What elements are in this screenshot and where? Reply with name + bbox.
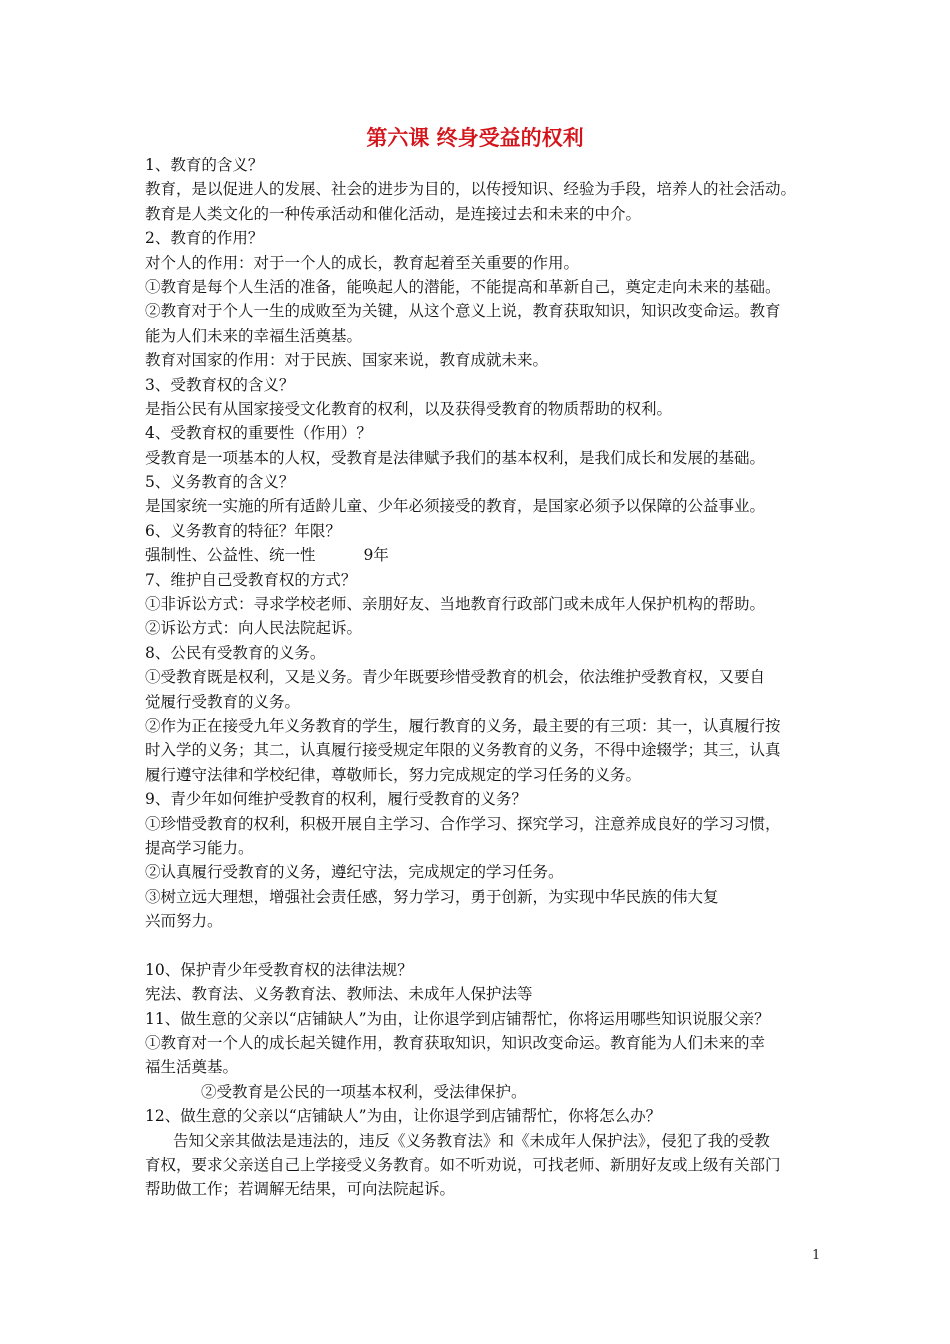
features-text: 强制性、公益性、统一性 [145, 546, 316, 565]
answer-line: ①教育对一个人的成长起关键作用，教育获取知识，知识改变命运。教育能为人们未来的幸 [145, 1034, 766, 1053]
question-1: 1、教育的含义？ [145, 156, 264, 174]
answer-line: 对个人的作用：对于一个人的成长，教育起着至关重要的作用。 [145, 253, 580, 272]
question-5: 5、义务教育的含义？ [145, 473, 295, 492]
answer-line: 是国家统一实施的所有适龄儿童、少年必须接受的教育，是国家必须予以保障的公益事业。 [145, 497, 766, 516]
answer-line: ②受教育是公民的一项基本权利，受法律保护。 [201, 1082, 527, 1101]
answer-line: ①非诉讼方式：寻求学校老师、亲朋好友、当地教育行政部门或未成年人保护机构的帮助。 [145, 595, 766, 614]
answer-line: 告知父亲其做法是违法的，违反《义务教育法》和《未成年人保护法》，侵犯了我的受教 [173, 1131, 770, 1150]
document-body [145, 153, 810, 1202]
question-10: 10、保护青少年受教育权的法律法规？ [145, 960, 413, 979]
question-2: 2、教育的作用？ [145, 229, 264, 248]
question-9: 9、青少年如何维护受教育的权利，履行受教育的义务？ [145, 790, 527, 809]
question-7: 7、维护自己受教育权的方式？ [145, 570, 357, 589]
answer-line: ②作为正在接受九年义务教育的学生，履行教育的义务，最主要的有三项：其一，认真履行按 [145, 716, 781, 735]
answer-line: 教育是人类文化的一种传承活动和催化活动，是连接过去和未来的中介。 [145, 204, 642, 223]
answer-line: 教育，是以促进人的发展、社会的进步为目的，以传授知识、经验为手段，培养人的社会活动。 [145, 180, 797, 199]
question-11: 11、做生意的父亲以“店铺缺人”为由，让你退学到店铺帮忙，你将运用哪些知识说服父亲？ [145, 1009, 770, 1028]
answer-line: 教育对国家的作用：对于民族、国家来说，教育成就未来。 [145, 351, 549, 370]
answer-line: 帮助做工作；若调解无结果，可向法院起诉。 [145, 1180, 456, 1199]
answer-line: 履行遵守法律和学校纪律，尊敬师长，努力完成规定的学习任务的义务。 [145, 765, 642, 784]
answer-line: 提高学习能力。 [145, 838, 254, 857]
answer-line: 觉履行受教育的义务。 [145, 692, 301, 711]
page-title: 第六课 终身受益的权利 [366, 126, 584, 150]
answer-line: ②认真履行受教育的义务，遵纪守法，完成规定的学习任务。 [145, 863, 564, 882]
answer-line: 是指公民有从国家接受文化教育的权利，以及获得受教育的物质帮助的权利。 [145, 399, 673, 418]
answer-line: 兴而努力。 [145, 912, 223, 931]
page-number: 1 [812, 1248, 821, 1263]
answer-line: ①珍惜受教育的权利，积极开展自主学习、合作学习、探究学习，注意养成良好的学习习惯， [145, 814, 781, 833]
answer-line: ①受教育既是权利，又是义务。青少年既要珍惜受教育的机会，依法维护受教育权，又要自 [145, 668, 766, 687]
answer-line: 受教育是一项基本的人权，受教育是法律赋予我们的基本权利，是我们成长和发展的基础。 [145, 448, 766, 467]
answer-line: 育权，要求父亲送自己上学接受义务教育。如不听劝说，可找老师、新朋好友或上级有关部门 [145, 1156, 781, 1175]
question-6: 6、义务教育的特征？年限？ [145, 521, 341, 540]
answer-line: 宪法、教育法、义务教育法、教师法、未成年人保护法等 [145, 985, 533, 1004]
question-8: 8、公民有受教育的义务。 [145, 643, 326, 662]
years-text: 9年 [363, 546, 389, 565]
answer-line: ②诉讼方式：向人民法院起诉。 [145, 619, 363, 638]
answer-line: ①教育是每个人生活的准备，能唤起人的潜能，不能提高和革新自己，奠定走向未来的基础。 [145, 277, 781, 296]
question-4: 4、受教育权的重要性（作用）？ [145, 424, 372, 443]
answer-line: 能为人们未来的幸福生活奠基。 [145, 326, 363, 345]
answer-line: ③树立远大理想，增强社会责任感，努力学习，勇于创新，为实现中华民族的伟大复 [145, 887, 719, 906]
answer-line: ②教育对于个人一生的成败至为关键，从这个意义上说，教育获取知识，知识改变命运。教育 [145, 302, 781, 321]
answer-line: 时入学的义务；其二，认真履行接受规定年限的义务教育的义务，不得中途辍学；其三，认真 [145, 741, 781, 760]
answer-line [145, 543, 810, 567]
answer-line: 福生活奠基。 [145, 1058, 239, 1077]
blank-line [145, 934, 810, 958]
question-3: 3、受教育权的含义？ [145, 375, 295, 394]
question-12: 12、做生意的父亲以“店铺缺人”为由，让你退学到店铺帮忙，你将怎么办？ [145, 1107, 662, 1126]
